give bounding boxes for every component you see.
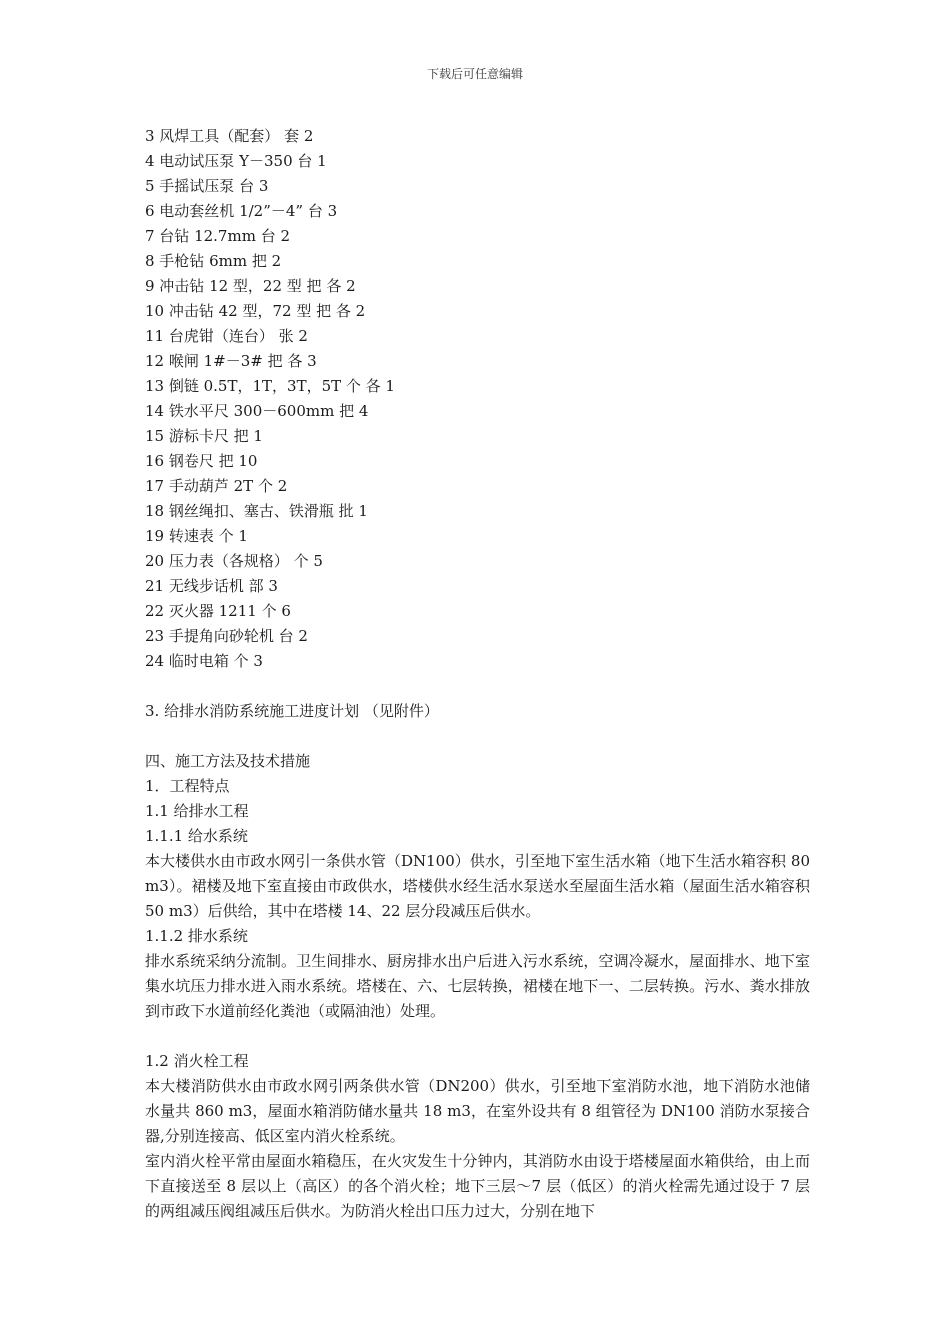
spacer (145, 674, 810, 699)
paragraph-hydrant-supply: 本大楼消防供水由市政水网引两条供水管（DN200）供水，引至地下室消防水池，地下消防水池储水量共 860 m3，屋面水箱消防储水量共 18 m3，在室外设共有 8 组管径为 DN100 消防水泵接合器,分别连接高、低区室内消火栓系统。 (145, 1077, 810, 1145)
paragraph-water-supply: 本大楼供水由市政水网引一条供水管（DN100）供水，引至地下室生活水箱（地下生活水箱容积 80m3）。裙楼及地下室直接由市政供水，塔楼供水经生活水泵送水至屋面生活水箱（屋面生活水箱容积 50 m3）后供给，其中在塔楼 14、22 层分段减压后供水。 (145, 852, 810, 920)
list-item: 9 冲击钻 12 型，22 型 把 各 2 (145, 277, 356, 295)
paragraph-hydrant-pressure: 室内消火栓平常由屋面水箱稳压，在火灾发生十分钟内，其消防水由设于塔楼屋面水箱供给，由上而下直接送至 8 层以上（高区）的各个消火栓；地下三层～7 层（低区）的消火栓需先通过设于 7 层的两组减压阀组减压后供水。为防消火栓出口压力过大，分别在地下 (145, 1152, 810, 1220)
list-item: 10 冲击钻 42 型，72 型 把 各 2 (145, 302, 366, 320)
heading-1-1-1: 1.1.1 给水系统 (145, 827, 248, 845)
list-item: 24 临时电箱 个 3 (145, 652, 263, 670)
list-item: 6 电动套丝机 1/2”－4” 台 3 (145, 202, 338, 220)
list-item: 7 台钻 12.7mm 台 2 (145, 227, 291, 245)
list-item: 13 倒链 0.5T，1T，3T，5T 个 各 1 (145, 377, 395, 395)
list-item: 5 手摇试压泵 台 3 (145, 177, 269, 195)
list-item: 19 转速表 个 1 (145, 527, 248, 545)
list-item: 15 游标卡尺 把 1 (145, 427, 263, 445)
schedule-heading: 3. 给排水消防系统施工进度计划 （见附件） (145, 702, 439, 720)
list-item: 4 电动试压泵 Y－350 台 1 (145, 152, 327, 170)
list-item: 22 灭火器 1211 个 6 (145, 602, 291, 620)
list-item: 14 铁水平尺 300－600mm 把 4 (145, 402, 369, 420)
page-header: 下载后可任意编辑 (426, 67, 523, 81)
heading-1-1-2: 1.1.2 排水系统 (145, 927, 248, 945)
spacer (145, 1024, 810, 1049)
list-item: 18 钢丝绳扣、塞古、铁滑瓶 批 1 (145, 502, 368, 520)
heading-1-2: 1.2 消火栓工程 (145, 1052, 249, 1070)
list-item: 8 手枪钻 6mm 把 2 (145, 252, 282, 270)
list-item: 17 手动葫芦 2T 个 2 (145, 477, 288, 495)
list-item: 23 手提角向砂轮机 台 2 (145, 627, 308, 645)
list-item: 16 钢卷尺 把 10 (145, 452, 258, 470)
section-title: 四、施工方法及技术措施 (145, 752, 311, 770)
heading-1: 1．工程特点 (145, 777, 230, 795)
equipment-list (145, 124, 810, 674)
list-item: 3 风焊工具（配套） 套 2 (145, 127, 314, 145)
spacer (145, 724, 810, 749)
document-body (145, 124, 810, 1224)
list-item: 21 无线步话机 部 3 (145, 577, 278, 595)
list-item: 12 喉闸 1#－3# 把 各 3 (145, 352, 317, 370)
list-item: 11 台虎钳（连台） 张 2 (145, 327, 308, 345)
heading-1-1: 1.1 给排水工程 (145, 802, 249, 820)
list-item: 20 压力表（各规格） 个 5 (145, 552, 323, 570)
paragraph-drainage: 排水系统采纳分流制。卫生间排水、厨房排水出户后进入污水系统，空调冷凝水，屋面排水、地下室集水坑压力排水进入雨水系统。塔楼在、六、七层转换，裙楼在地下一、二层转换。污水、粪水排放到市政下水道前经化粪池（或隔油池）处理。 (145, 952, 810, 1020)
